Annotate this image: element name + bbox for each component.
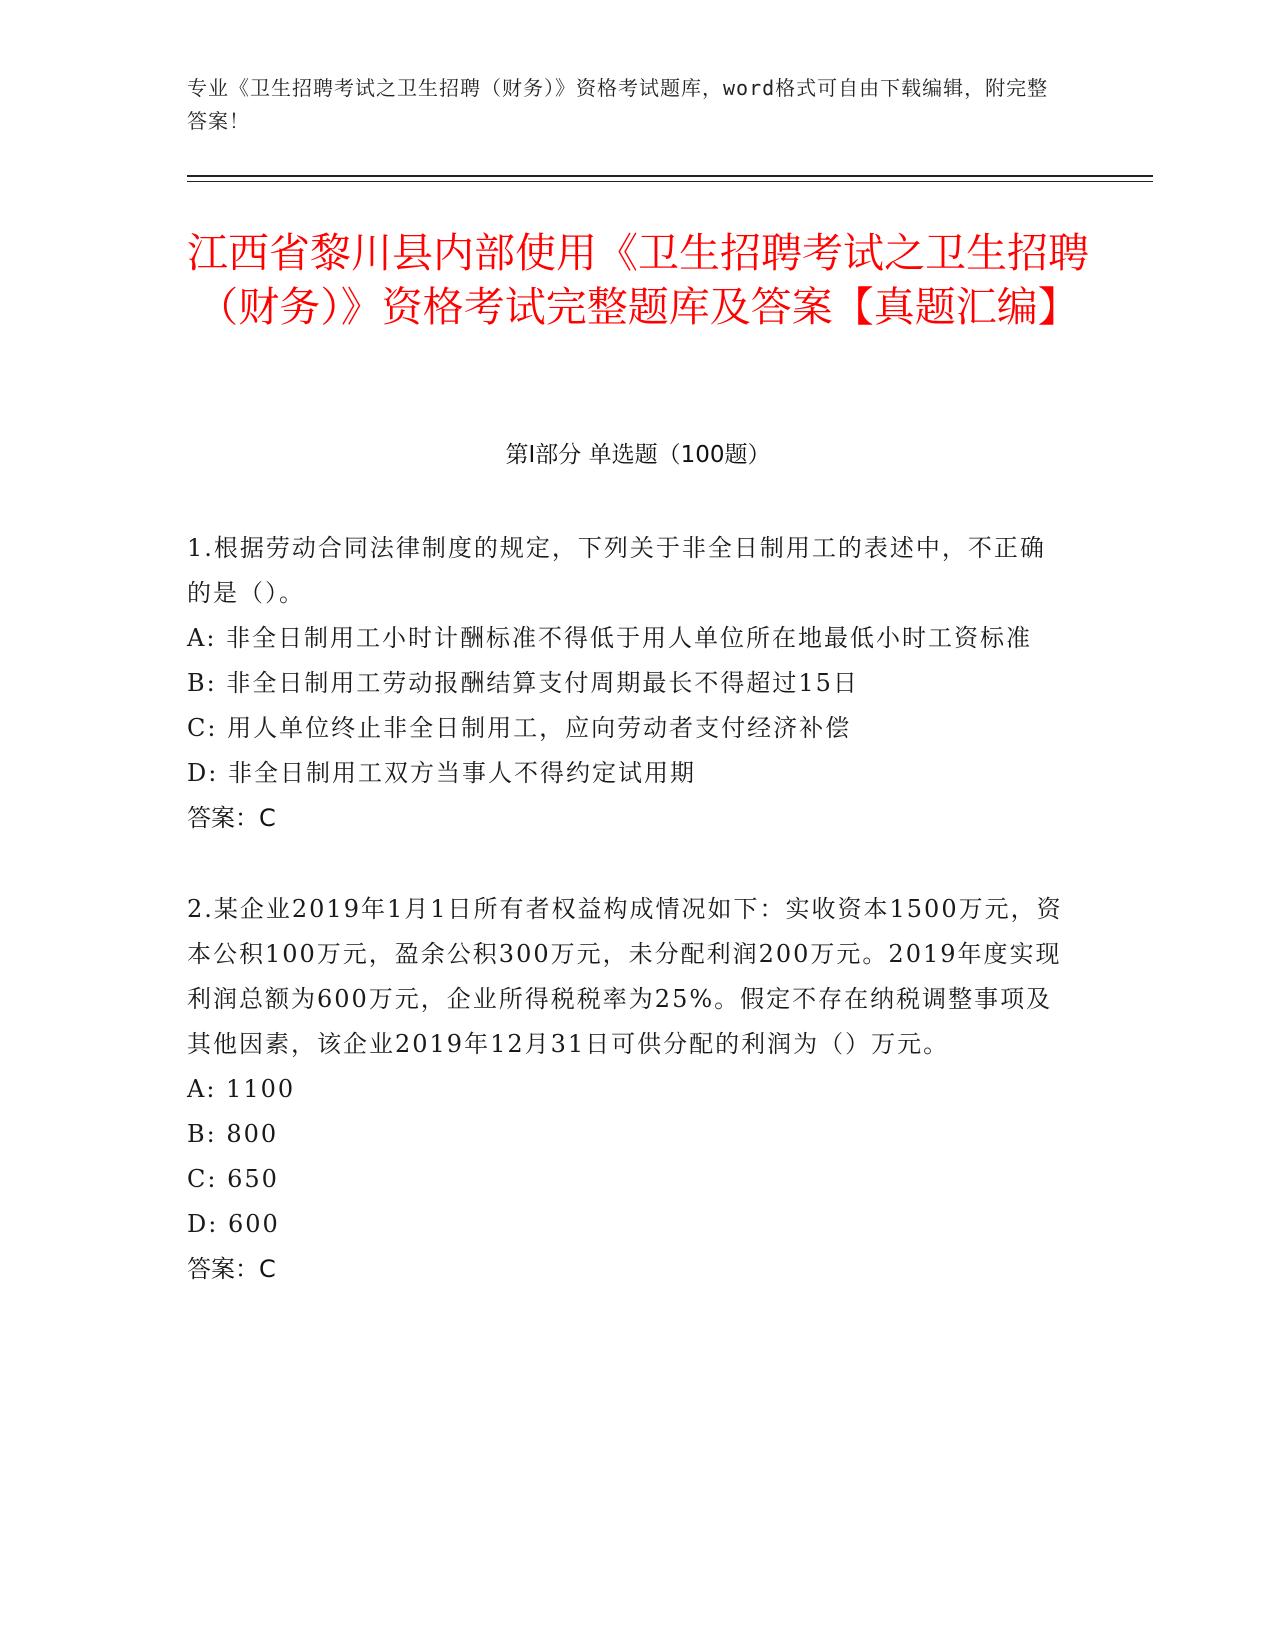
question-1 <box>187 526 1067 841</box>
option-c: C: 用人单位终止非全日制用工，应向劳动者支付经济补偿 <box>187 714 852 742</box>
option-d: D: 非全日制用工双方当事人不得约定试用期 <box>187 759 696 787</box>
question-list <box>187 526 1067 1338</box>
option-b: B: 800 <box>187 1120 279 1148</box>
answer: 答案：C <box>187 804 276 832</box>
header-rule-thin <box>187 181 1153 182</box>
option-a: A: 非全日制用工小时计酬标准不得低于用人单位所在地最低小时工资标准 <box>187 624 1033 652</box>
header-rule-thick <box>187 175 1153 177</box>
question-stem: 2.某企业2019年1月1日所有者权益构成情况如下：实收资本1500万元，资本公积100万元，盈余公积300万元，未分配利润200万元。2019年度实现利润总额为600万元，企业所得税税率为25%。假定不存在纳税调整事项及其他因素，该企业2019年12月31日可供分配的利润为（）万元。 <box>187 895 1063 1058</box>
answer: 答案：C <box>187 1255 276 1283</box>
question-stem: 1.根据劳动合同法律制度的规定，下列关于非全日制用工的表述中，不正确的是（）。 <box>187 534 1046 607</box>
option-d: D: 600 <box>187 1210 280 1238</box>
question-2 <box>187 887 1067 1292</box>
header-note: 专业《卫生招聘考试之卫生招聘（财务）》资格考试题库，word格式可自由下载编辑，附完整答案！ <box>187 76 1049 133</box>
document-title: 江西省黎川县内部使用《卫生招聘考试之卫生招聘（财务）》资格考试完整题库及答案【真题汇编】 <box>187 229 1089 331</box>
option-a: A: 1100 <box>187 1075 296 1103</box>
option-c: C: 650 <box>187 1165 279 1193</box>
option-b: B: 非全日制用工劳动报酬结算支付周期最长不得超过15日 <box>187 669 859 697</box>
section-heading: 第Ⅰ部分 单选题（100题） <box>505 442 771 468</box>
